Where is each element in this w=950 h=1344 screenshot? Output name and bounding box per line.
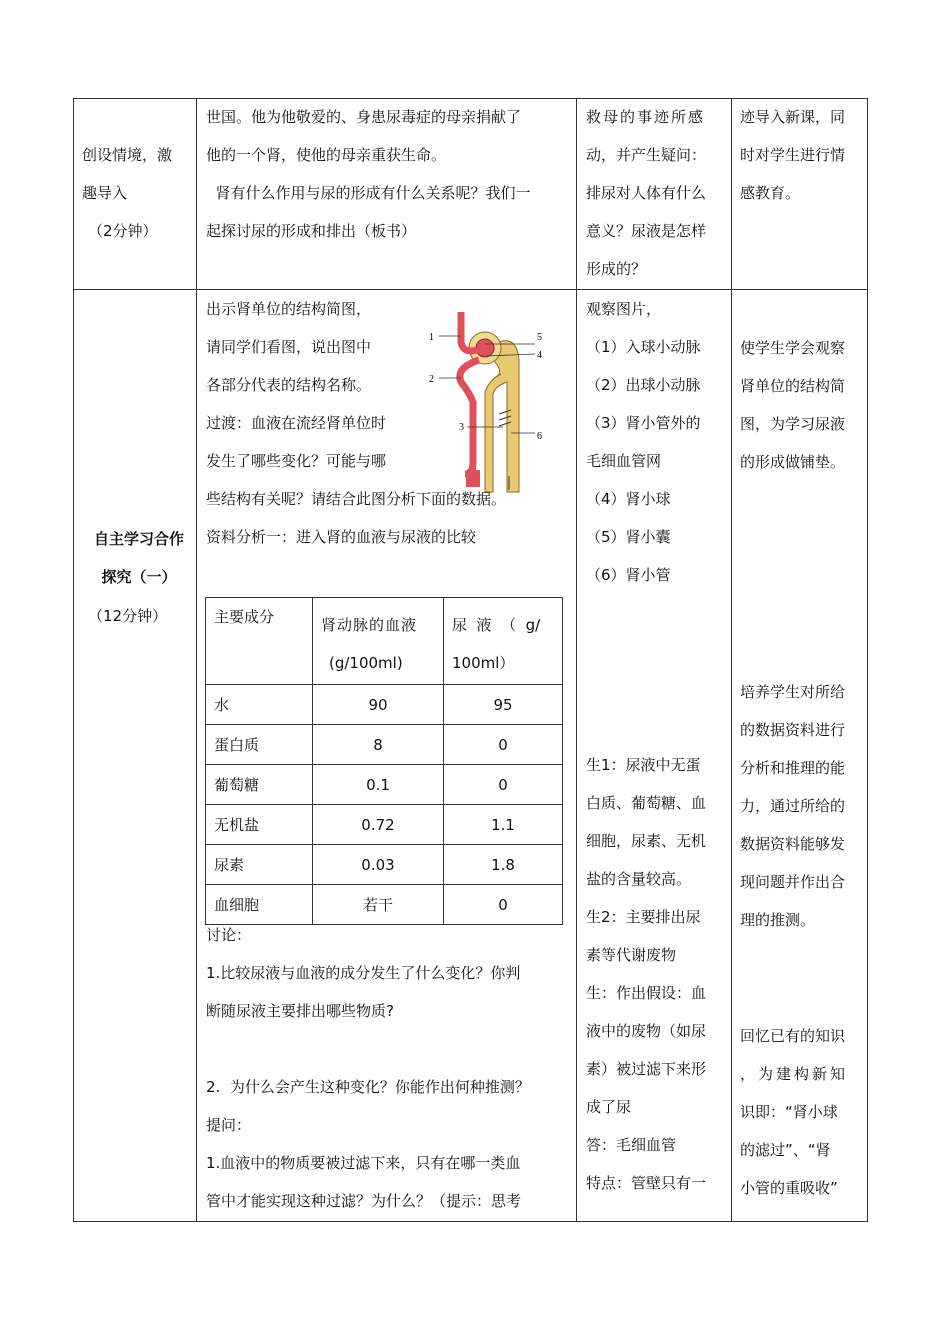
- header-urine-unit: 100ml）: [452, 654, 515, 672]
- header-urine: 尿 液 （ g/: [452, 616, 541, 634]
- figure-label-6: 6: [537, 431, 542, 442]
- table-cell-urine: 1.1: [444, 805, 563, 845]
- table-col-divider-1: [196, 98, 197, 1222]
- figure-label-2: 2: [429, 374, 434, 385]
- table-header-cell: [444, 598, 563, 685]
- row1-student-line: 意义？尿液是怎样: [586, 222, 707, 240]
- row2-student-line: 答：毛细血管: [586, 1136, 677, 1154]
- row2-purpose-line: 数据资料能够发: [740, 835, 846, 853]
- row2-purpose-line: 理的推测。: [740, 911, 816, 929]
- row1-student-activity: [586, 98, 726, 288]
- efferent-arteriole: [460, 360, 479, 474]
- row2-student-line: 素等代谢废物: [586, 946, 677, 964]
- row2-discussion-line: 讨论：: [206, 926, 252, 944]
- row2-student-line: 生2：主要排出尿: [586, 908, 701, 926]
- row2-discussion-line: 1.血液中的物质要被过滤下来，只有在哪一类血: [206, 1154, 521, 1172]
- row1-teacher-line: 他的一个肾，使他的母亲重获生命。: [206, 146, 447, 164]
- row2-student-spacer: [586, 708, 726, 746]
- row1-student-line: 排尿对人体有什么: [586, 184, 707, 202]
- header-component: 主要成分: [214, 608, 275, 626]
- renal-vein: [469, 462, 477, 484]
- table-cell-component: 水: [206, 685, 313, 725]
- table-cell-urine: 0: [444, 725, 563, 765]
- row2-student-line: 液中的废物（如尿: [586, 1022, 707, 1040]
- row2-student-line: 生：作出假设：血: [586, 984, 707, 1002]
- table-cell-blood: 若干: [313, 885, 444, 925]
- row2-student-line: （6）肾小管: [586, 566, 671, 584]
- row2-purpose-line: 的形成做铺垫。: [740, 453, 846, 471]
- row2-purpose-line: 图，为学习尿液: [740, 415, 846, 433]
- row2-stage-title-line: 探究（一）: [101, 568, 177, 586]
- row2-teacher-discussion: [206, 916, 570, 1220]
- row2-discussion-line: 管中才能实现这种过滤？为什么？（提示：思考: [206, 1192, 522, 1210]
- row1-student-line: 救母的事迹所感: [586, 108, 706, 126]
- table-cell-urine: 95: [444, 685, 563, 725]
- nephron-structure-diagram: [425, 302, 553, 494]
- row2-stage-title: [82, 520, 196, 596]
- row2-student-line: 观察图片，: [586, 300, 662, 318]
- row2-purpose-line: 力，通过所给的: [740, 797, 846, 815]
- row2-purpose-line: 的滤过”、“肾: [740, 1141, 831, 1159]
- row2-teacher-line: 过渡：血液在流经肾单位时: [206, 414, 387, 432]
- table-cell-urine: 1.8: [444, 845, 563, 885]
- row2-discussion-line: 提问：: [206, 1116, 252, 1134]
- row2-stage-time: （12分钟）: [88, 607, 168, 625]
- row2-teacher-line: 资料分析一：进入肾的血液与尿液的比较: [206, 528, 477, 546]
- header-artery-unit: (g/100ml): [329, 654, 403, 672]
- table-cell-blood: 0.72: [313, 805, 444, 845]
- table-cell-component: 无机盐: [206, 805, 313, 845]
- header-artery-blood: 肾动脉的血液: [321, 616, 418, 634]
- row1-purpose-line: 感教育。: [740, 184, 801, 202]
- row2-purpose-line: ，为建构新知: [740, 1065, 849, 1083]
- row2-purpose-line: 识即：“肾小球: [740, 1103, 838, 1121]
- row2-purpose-line: 培养学生对所给: [740, 683, 846, 701]
- figure-label-4: 4: [537, 350, 542, 361]
- row2-student-line: 生1：尿液中无蛋: [586, 756, 701, 774]
- row2-student-spacer: [586, 594, 726, 632]
- table-cell-urine: 0: [444, 885, 563, 925]
- table-cell-blood: 8: [313, 725, 444, 765]
- table-row: [206, 765, 563, 805]
- row2-discussion-line: 1.比较尿液与血液的成分发生了什么变化？你判: [206, 964, 521, 982]
- row2-purpose-recall: [740, 1017, 862, 1207]
- row2-student-line: （3）肾小管外的: [586, 414, 701, 432]
- row2-discussion-line: 2. 为什么会产生这种变化？你能作出何种推测？: [206, 1078, 530, 1096]
- glomerulus: [476, 339, 494, 357]
- row2-student-line: （2）出球小动脉: [586, 376, 701, 394]
- table-cell-blood: 0.03: [313, 845, 444, 885]
- row2-student-line: （5）肾小囊: [586, 528, 671, 546]
- row2-purpose-line: 的数据资料进行: [740, 721, 846, 739]
- row2-student-line: 成了尿: [586, 1098, 632, 1116]
- row1-teacher-line: 肾有什么作用与尿的形成有什么关系呢？我们一: [206, 184, 531, 202]
- row1-student-line: 形成的？: [586, 260, 647, 278]
- table-row: [206, 725, 563, 765]
- row2-student-line: （4）肾小球: [586, 490, 671, 508]
- table-row: [206, 685, 563, 725]
- table-cell-component: 血细胞: [206, 885, 313, 925]
- row2-student-line: 细胞，尿素、无机: [586, 832, 707, 850]
- row2-purpose-line: 分析和推理的能: [740, 759, 846, 777]
- row2-student-spacer: [586, 632, 726, 670]
- table-header-cell: [206, 598, 313, 685]
- table-row: [206, 805, 563, 845]
- table-border-left: [73, 98, 74, 1222]
- row2-teacher-line: 些结构有关呢？请结合此图分析下面的数据。: [206, 490, 507, 508]
- row1-design-purpose: [740, 98, 862, 212]
- row2-teacher-line: 发生了哪些变化？可能与哪: [206, 452, 387, 470]
- table-cell-blood: 90: [313, 685, 444, 725]
- row2-teacher-line: 各部分代表的结构名称。: [206, 376, 372, 394]
- table-cell-component: 尿素: [206, 845, 313, 885]
- row2-teacher-line: 出示肾单位的结构简图，: [206, 300, 372, 318]
- table-col-divider-2: [576, 98, 577, 1222]
- table-cell-component: 蛋白质: [206, 725, 313, 765]
- table-cell-blood: 0.1: [313, 765, 444, 805]
- row1-teacher-line: 世国。他为他敬爱的、身患尿毒症的母亲捐献了: [206, 108, 522, 126]
- row2-purpose-line: 小管的重吸收”: [740, 1179, 838, 1197]
- row1-stage-line: （2分钟）: [88, 222, 158, 240]
- table-border-bottom: [73, 1221, 868, 1222]
- row2-purpose-observe: [740, 329, 862, 481]
- row2-purpose-line: 回忆已有的知识: [740, 1027, 846, 1045]
- row2-student-line: 特点：管壁只有一: [586, 1174, 707, 1192]
- row1-stage-line: 趣导入: [82, 184, 128, 202]
- table-header-row: [206, 598, 563, 685]
- row2-student-activity: [586, 290, 726, 1202]
- table-cell-urine: 0: [444, 765, 563, 805]
- table-row: [206, 845, 563, 885]
- row2-purpose-line: 现问题并作出合: [740, 873, 846, 891]
- row1-purpose-line: 时对学生进行情: [740, 146, 846, 164]
- table-header-cell: [313, 598, 444, 685]
- row2-student-line: （1）入球小动脉: [586, 338, 701, 356]
- blood-urine-comparison-table: [205, 597, 563, 925]
- table-cell-component: 葡萄糖: [206, 765, 313, 805]
- figure-label-1: 1: [429, 332, 434, 343]
- figure-label-5: 5: [537, 332, 542, 343]
- row2-purpose-line: 使学生学会观察: [740, 339, 846, 357]
- row1-student-line: 动，并产生疑问：: [586, 146, 707, 164]
- row1-purpose-line: 迹导入新课，同: [740, 108, 846, 126]
- row2-student-line: 盐的含量较高。: [586, 870, 692, 888]
- table-border-right: [867, 98, 868, 1222]
- row2-teacher-line: 请同学们看图，说出图中: [206, 338, 372, 356]
- row1-stage-line: 创设情境，激: [82, 146, 173, 164]
- row2-discussion-line: [206, 1030, 570, 1068]
- row2-student-line: 素）被过滤下来形: [586, 1060, 707, 1078]
- row1-teacher-line: 起探讨尿的形成和排出（板书）: [206, 222, 417, 240]
- row1-teacher-activity: [206, 98, 570, 250]
- row2-student-line: 毛细血管网: [586, 452, 662, 470]
- row2-stage-title-line: 自主学习合作: [93, 530, 184, 548]
- row1-stage: [82, 136, 196, 250]
- row2-purpose-analysis: [740, 673, 862, 939]
- row2-student-line: 白质、葡萄糖、血: [586, 794, 707, 812]
- row2-student-spacer: [586, 670, 726, 708]
- figure-label-3: 3: [459, 422, 464, 433]
- row2-purpose-line: 肾单位的结构简: [740, 377, 846, 395]
- table-col-divider-3: [731, 98, 732, 1222]
- row2-discussion-line: 断随尿液主要排出哪些物质?: [206, 1002, 394, 1020]
